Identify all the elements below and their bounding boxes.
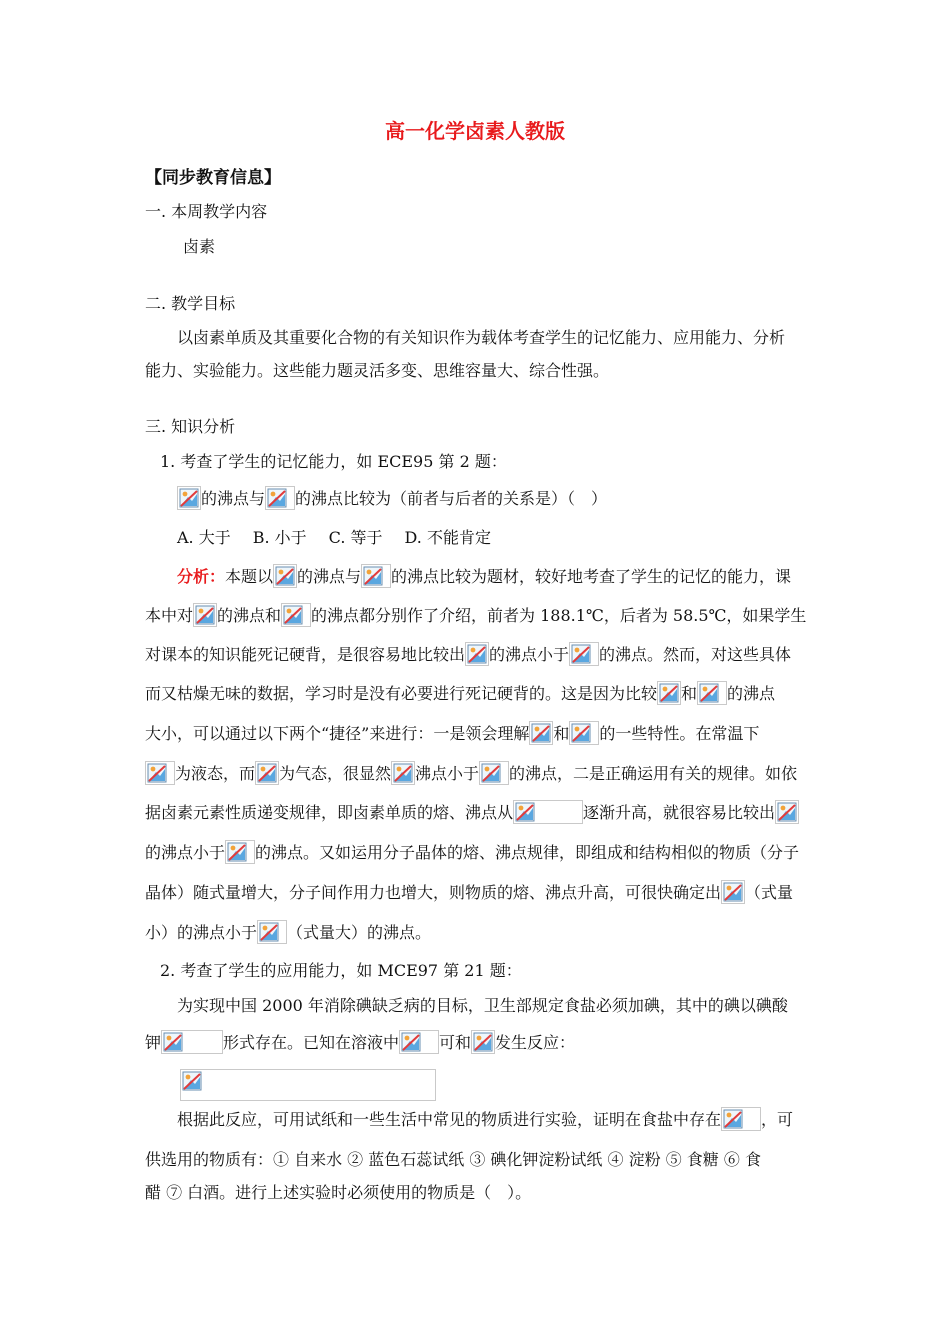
option-c: C. 等于 — [328, 528, 383, 547]
formula-image-icon — [177, 486, 201, 510]
formula-image-icon — [193, 603, 217, 627]
formula-image-icon — [145, 761, 175, 785]
goals-line-2: 能力、实验能力。这些能力题灵活多变、思维容量大、综合性强。 — [145, 361, 610, 380]
analysis-label: 分析： — [177, 567, 226, 586]
analysis-line-5: 大小，可以通过以下两个“捷径”来进行：一是领会理解 和 的一些特性。在常温下 — [145, 719, 759, 749]
analysis-line-9: 晶体）随式量增大，分子间作用力也增大，则物质的熔、沸点升高，可很快确定出 （式量 — [145, 878, 793, 908]
heading-teaching-goals: 二. 教学目标 — [145, 294, 236, 313]
formula-image-icon — [569, 642, 599, 666]
formula-image-icon — [281, 603, 311, 627]
analysis-line-3: 对课本的知识能死记硬背，是很容易地比较出 的沸点小于 的沸点。然而，对这些具体 — [145, 640, 791, 670]
equation-image-icon — [180, 1069, 436, 1101]
option-a: A. 大于 — [177, 528, 231, 547]
formula-image-icon — [569, 721, 599, 745]
formula-image-icon — [697, 681, 727, 705]
question-2-title: 2. 考查了学生的应用能力，如 MCE97 第 21 题： — [160, 961, 522, 980]
formula-image-icon — [529, 721, 553, 745]
formula-image-icon — [257, 920, 287, 944]
analysis-line-6: 为液态，而 为气态，很显然 沸点小于 的沸点，二是正确运用有关的规律。如依 — [145, 759, 797, 789]
analysis-line-8: 的沸点小于 的沸点。又如运用分子晶体的熔、沸点规律，即组成和结构相似的物质（分子 — [145, 838, 799, 868]
formula-image-icon — [225, 840, 255, 864]
formula-image-icon — [265, 486, 295, 510]
question-2-line-1: 为实现中国 2000 年消除碘缺乏病的目标，卫生部规定食盐必须加碘，其中的碘以碘酸 — [177, 996, 788, 1015]
analysis-line-7: 据卤素元素性质递变规律，即卤素单质的熔、沸点从 逐渐升高，就很容易比较出 — [145, 798, 799, 828]
question-2-line-3: 根据此反应，可用试纸和一些生活中常见的物质进行实验，证明在食盐中存在 ，可 — [177, 1105, 793, 1135]
formula-image-icon — [775, 800, 799, 824]
section-header: 【同步教育信息】 — [145, 168, 281, 188]
question-1-stem: 的沸点与 的沸点比较为（前者与后者的关系是）（ ） — [177, 484, 607, 514]
formula-image-icon — [255, 761, 279, 785]
teaching-content-text: 卤素 — [183, 237, 216, 256]
formula-image-icon — [391, 761, 415, 785]
formula-image-icon — [479, 761, 509, 785]
formula-image-icon — [513, 800, 583, 824]
goals-line-1: 以卤素单质及其重要化合物的有关知识作为载体考查学生的记忆能力、应用能力、分析 — [177, 328, 786, 347]
formula-image-icon — [721, 1107, 761, 1131]
document-title: 高一化学卤素人教版 — [385, 119, 565, 143]
option-d: D. 不能肯定 — [404, 528, 491, 547]
option-b: B. 小于 — [252, 528, 307, 547]
question-1-title: 1. 考查了学生的记忆能力，如 ECE95 第 2 题： — [160, 452, 507, 471]
formula-image-icon — [161, 1030, 223, 1054]
formula-image-icon — [471, 1030, 495, 1054]
heading-knowledge-analysis: 三. 知识分析 — [145, 417, 236, 436]
analysis-line-4: 而又枯燥无味的数据，学习时是没有必要进行死记硬背的。这是因为比较 和 的沸点 — [145, 679, 775, 709]
reaction-equation — [180, 1069, 436, 1105]
analysis-line-2: 本中对 的沸点和 的沸点都分别作了介绍，前者为 188.1℃，后者为 58.5℃，如果学生 — [145, 601, 806, 631]
question-2-line-2: 钾 形式存在。已知在溶液中 可和 发生反应： — [145, 1028, 575, 1058]
question-2-line-5: 醋 ⑦ 白酒。进行上述实验时必须使用的物质是（ ）。 — [145, 1183, 532, 1202]
analysis-line-10: 小）的沸点小于 （式量大）的沸点。 — [145, 918, 431, 948]
formula-image-icon — [399, 1030, 439, 1054]
analysis-line-1: 分析：本题以 的沸点与 的沸点比较为题材，较好地考查了学生的记忆的能力，课 — [177, 562, 791, 592]
formula-image-icon — [657, 681, 681, 705]
formula-image-icon — [721, 880, 745, 904]
question-2-line-4: 供选用的物质有：① 自来水 ② 蓝色石蕊试纸 ③ 碘化钾淀粉试纸 ④ 淀粉 ⑤ 食糖 ⑥ 食 — [145, 1150, 761, 1169]
heading-teaching-content: 一. 本周教学内容 — [145, 202, 268, 221]
question-1-options — [177, 523, 513, 553]
formula-image-icon — [273, 564, 297, 588]
formula-image-icon — [465, 642, 489, 666]
formula-image-icon — [361, 564, 391, 588]
